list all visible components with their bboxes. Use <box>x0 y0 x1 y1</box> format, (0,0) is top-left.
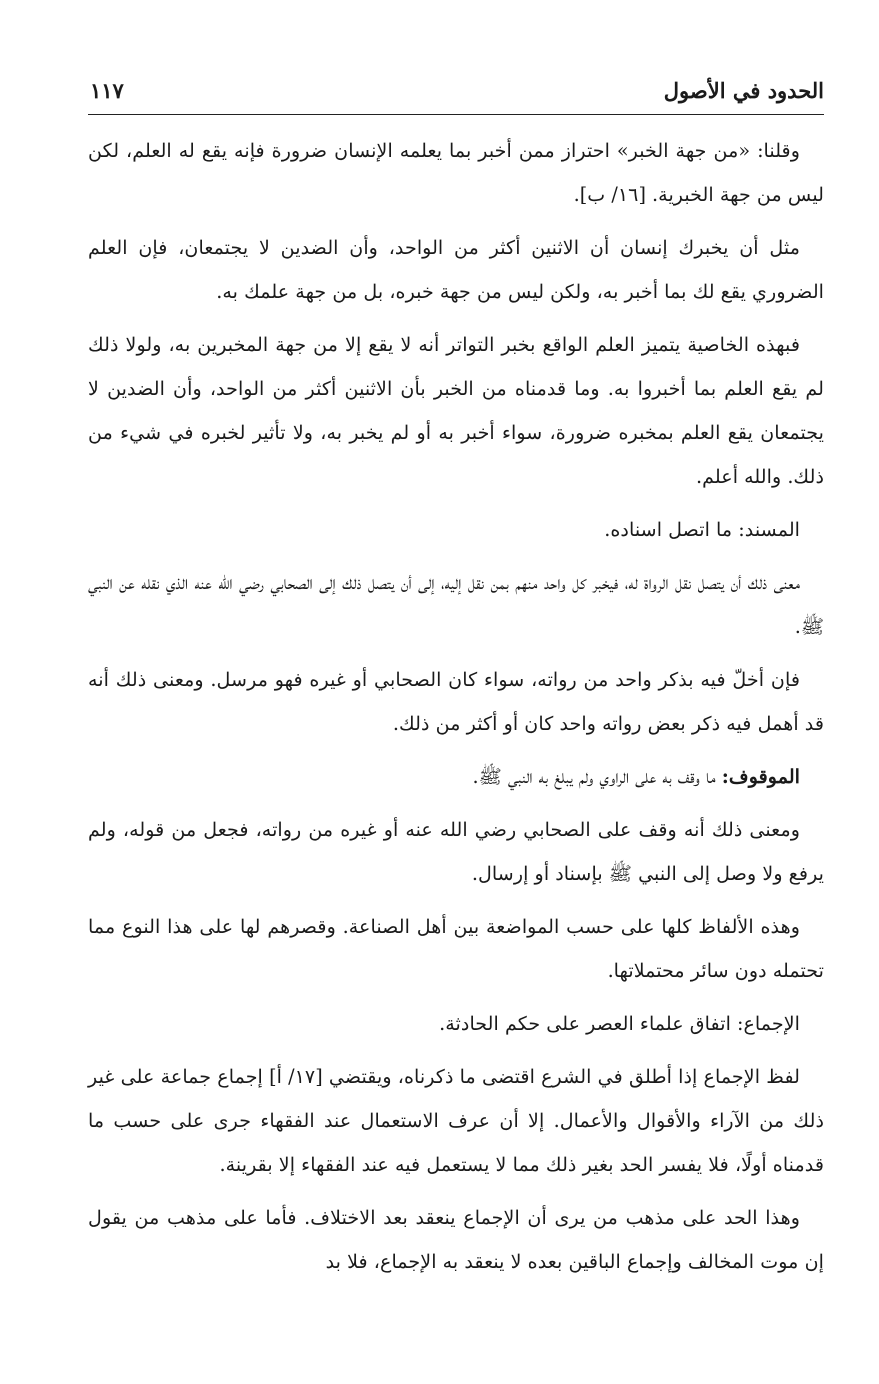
definition-term: الموقوف: <box>721 765 800 788</box>
definition-paragraph <box>88 508 824 552</box>
paragraph: معنى ذلك أن يتصل نقل الرواة له، فيخبر كل واحد منهم بمن نقل إليه، إلى أن يتصل ذلك إلى الصحابي رضي الله عنه الذي نقله عن النبي ﷺ. <box>88 571 824 638</box>
page-header <box>88 70 824 115</box>
definition-paragraph <box>88 1002 824 1046</box>
paragraph: لفظ الإجماع إذا أطلق في الشرع اقتضى ما ذكرناه، ويقتضي [١٧/ أ] إجماع جماعة على غير ذلك من الآراء والأقوال والأعمال. إلا أن عرف الاستعمال عند الفقهاء جرى على حسب ما قدمناه أولًا، فلا يفسر الحد بغير ذلك مما لا يستعمل فيه عند الفقهاء إلا بقرينة. <box>88 1065 824 1176</box>
paragraph: فإن أخلّ فيه بذكر واحد من رواته، سواء كان الصحابي أو غيره فهو مرسل. ومعنى ذلك أنه قد أهمل فيه ذكر بعض رواته واحد كان أو أكثر من ذلك. <box>88 668 824 735</box>
paragraph: وقلنا: «من جهة الخبر» احتراز ممن أخبر بما يعلمه الإنسان ضرورة فإنه يقع له العلم، لكن ليس من جهة الخبرية. [١٦/ ب]. <box>88 139 824 206</box>
definition-text: الإجماع: اتفاق علماء العصر على حكم الحادثة. <box>439 1012 800 1035</box>
paragraph: وهذا الحد على مذهب من يرى أن الإجماع ينعقد بعد الاختلاف. فأما على مذهب من يقول إن موت المخالف وإجماع الباقين بعده لا ينعقد به الإجماع، فلا بد <box>88 1206 824 1273</box>
page-number: ١١٧ <box>90 78 124 103</box>
definition-text: المسند: ما اتصل اسناده. <box>604 518 800 541</box>
body-text <box>88 129 824 1284</box>
definition-text: ما وقف به على الراوي ولم يبلغ به النبي ﷺ. <box>472 765 722 788</box>
definition-paragraph <box>88 755 824 799</box>
paragraph: وهذه الألفاظ كلها على حسب المواضعة بين أهل الصناعة. وقصرهم لها على هذا النوع مما تحتمله دون سائر محتملاتها. <box>88 915 824 982</box>
paragraph: فبهذه الخاصية يتميز العلم الواقع بخبر التواتر أنه لا يقع إلا من جهة المخبرين به، ولولا ذلك لم يقع العلم بما أخبروا به. وما قدمناه من الخبر بأن الاثنين أكثر من الواحد، وأن الضدين لا يجتمعان يقع العلم بمخبره ضرورة، سواء أخبر به أو لم يخبر به، ولا تأثير لخبره في شيء من ذلك. والله أعلم. <box>88 333 824 488</box>
book-page <box>88 70 824 1370</box>
paragraph: مثل أن يخبرك إنسان أن الاثنين أكثر من الواحد، وأن الضدين لا يجتمعان، فإن العلم الضروري يقع لك بما أخبر به، ولكن ليس من جهة خبره، بل من جهة علمك به. <box>88 236 824 303</box>
paragraph: ومعنى ذلك أنه وقف على الصحابي رضي الله عنه أو غيره من رواته، فجعل من قوله، ولم يرفع ولا وصل إلى النبي ﷺ بإسناد أو إرسال. <box>88 818 824 885</box>
running-title: الحدود في الأصول <box>663 78 824 103</box>
